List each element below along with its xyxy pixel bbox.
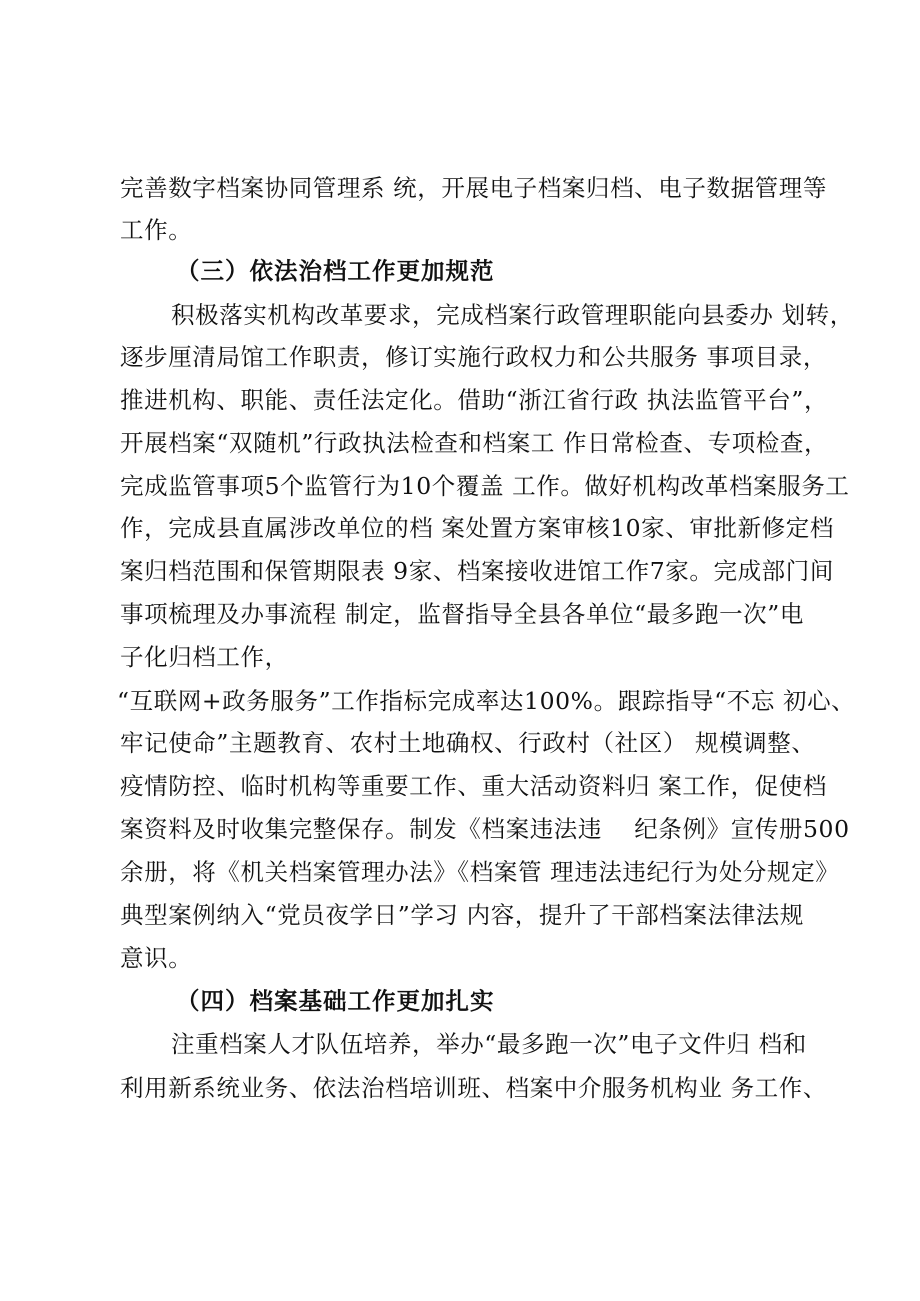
intro-line-1: 完善数字档案协同管理系 统，开展电子档案归档、电子数据管理等 [120,174,827,202]
section3-line-9: 子化归档工作， [120,643,289,671]
section3-line-3: 推进机构、职能、责任法定化。借助“浙江省行政 执法监管平台”， [120,386,829,414]
section3-line-8: 事项梳理及办事流程 制定，监督指导全县各单位“最多跑一次”电 [120,600,804,628]
section3-line-4: 开展档案“双随机”行政执法检查和档案工 作日常检查、专项检查， [120,429,829,457]
section3-heading: （三）依法治档工作更加规范 [176,257,495,285]
section3-line-15: 典型案例纳入“党员夜学日”学习 内容，提升了干部档案法律法规 [120,901,804,929]
section3-line-7: 案归档范围和保管期限表 9家、档案接收进馆工作7家。完成部门间 [120,557,834,585]
section3-line-12: 疫情防控、临时机构等重要工作、重大活动资料归 案工作，促使档 [120,772,827,800]
section4-heading: （四）档案基础工作更加扎实 [176,987,495,1015]
section3-line-2: 逐步厘清局馆工作职责，修订实施行政权力和公共服务 事项目录， [120,343,827,371]
section3-line-10: “互联网+政务服务”工作指标完成率达100%。跟踪指导“不忘 初心、 [117,687,856,715]
section3-line-13: 案资料及时收集完整保存。制发《档案违法违 纪条例》宣传册500 [120,815,850,843]
section4-line-2: 利用新系统业务、依法治档培训班、档案中介服务机构业 务工作、 [120,1074,827,1102]
section4-line-1: 注重档案人才队伍培养，举办“最多跑一次”电子文件归 档和 [171,1030,807,1058]
section3-line-6: 作，完成县直属涉改单位的档 案处置方案审核10家、审批新修定档 [120,514,834,542]
intro-line-2: 工作。 [120,216,193,244]
section3-line-14: 余册，将《机关档案管理办法》《档案管 理违法违纪行为处分规定》 [120,858,840,886]
section3-line-16: 意识。 [120,944,193,972]
section3-line-1: 积极落实机构改革要求，完成档案行政管理职能向县委办 划转， [171,301,854,329]
section3-line-11: 牢记使命”主题教育、农村土地确权、行政村（社区） 规模调整、 [120,729,816,757]
section3-line-5: 完成监管事项5个监管行为10个覆盖 工作。做好机构改革档案服务工 [120,472,850,500]
